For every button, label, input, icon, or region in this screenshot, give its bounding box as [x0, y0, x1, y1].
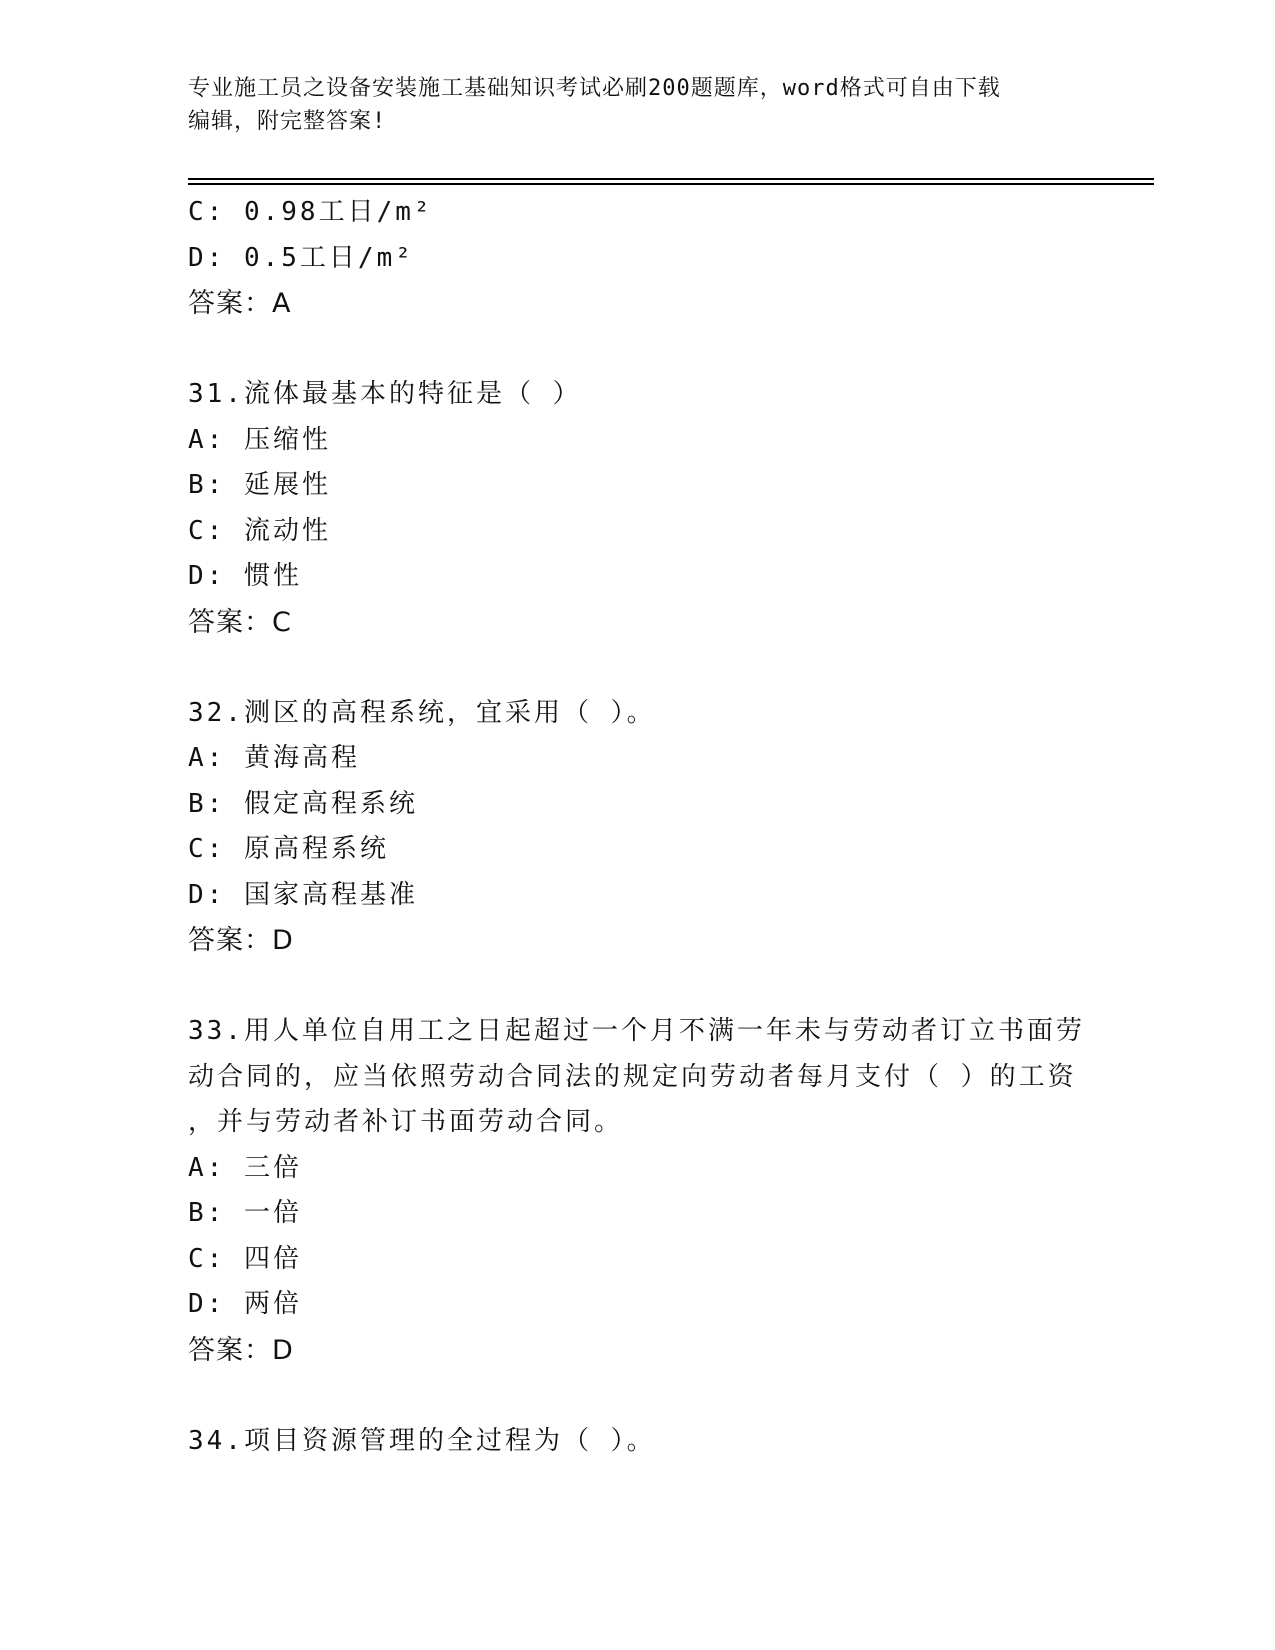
option-d: D: 0.5工日/m² [188, 242, 414, 273]
option-a: A: 三倍 [188, 1152, 302, 1183]
answer-label: 答案：C [188, 606, 292, 638]
spacer [188, 1373, 1088, 1419]
option-c: C: 0.98工日/m² [188, 197, 433, 227]
spacer [188, 964, 1088, 1010]
header-title-line2: 编辑，附完整答案! [188, 109, 387, 134]
question-33 [188, 1009, 1088, 1373]
header-title-line1: 专业施工员之设备安装施工基础知识考试必刷200题题库，word格式可自由下载 [188, 76, 1001, 101]
header-divider-bottom [188, 183, 1154, 185]
question-stem: 32.测区的高程系统，宜采用（ ）。 [188, 697, 656, 728]
option-d: D: 两倍 [188, 1289, 302, 1319]
question-31 [188, 372, 1088, 645]
question-30-tail [188, 190, 1088, 327]
question-34 [188, 1419, 1088, 1465]
answer-label: 答案：D [188, 925, 294, 956]
option-b: B: 延展性 [188, 470, 331, 500]
question-stem-line3: ，并与劳动者补订书面劳动合同。 [188, 1107, 624, 1137]
option-c: C: 原高程系统 [188, 834, 389, 864]
question-stem-line2: 动合同的，应当依照劳动合同法的规定向劳动者每月支付（ ）的工资 [188, 1061, 1077, 1092]
option-b: B: 一倍 [188, 1198, 302, 1228]
option-b: B: 假定高程系统 [188, 788, 418, 819]
spacer [188, 327, 1088, 373]
answer-label: 答案：D [188, 1334, 294, 1366]
option-a: A: 黄海高程 [188, 743, 360, 773]
spacer [188, 645, 1088, 691]
header-divider-top [188, 178, 1154, 180]
question-list [188, 190, 1088, 1464]
option-c: C: 四倍 [188, 1243, 302, 1274]
document-header [188, 72, 1068, 138]
question-stem-line1: 33.用人单位自用工之日起超过一个月不满一年未与劳动者订立书面劳 [188, 1016, 1085, 1046]
question-stem: 34.项目资源管理的全过程为（ ）。 [188, 1425, 656, 1456]
answer-label: 答案：A [188, 288, 292, 319]
question-stem: 31.流体最基本的特征是（ ） [188, 379, 582, 409]
option-d: D: 国家高程基准 [188, 879, 418, 910]
option-c: C: 流动性 [188, 515, 331, 546]
question-32 [188, 691, 1088, 964]
option-a: A: 压缩性 [188, 424, 331, 455]
option-d: D: 惯性 [188, 561, 302, 591]
